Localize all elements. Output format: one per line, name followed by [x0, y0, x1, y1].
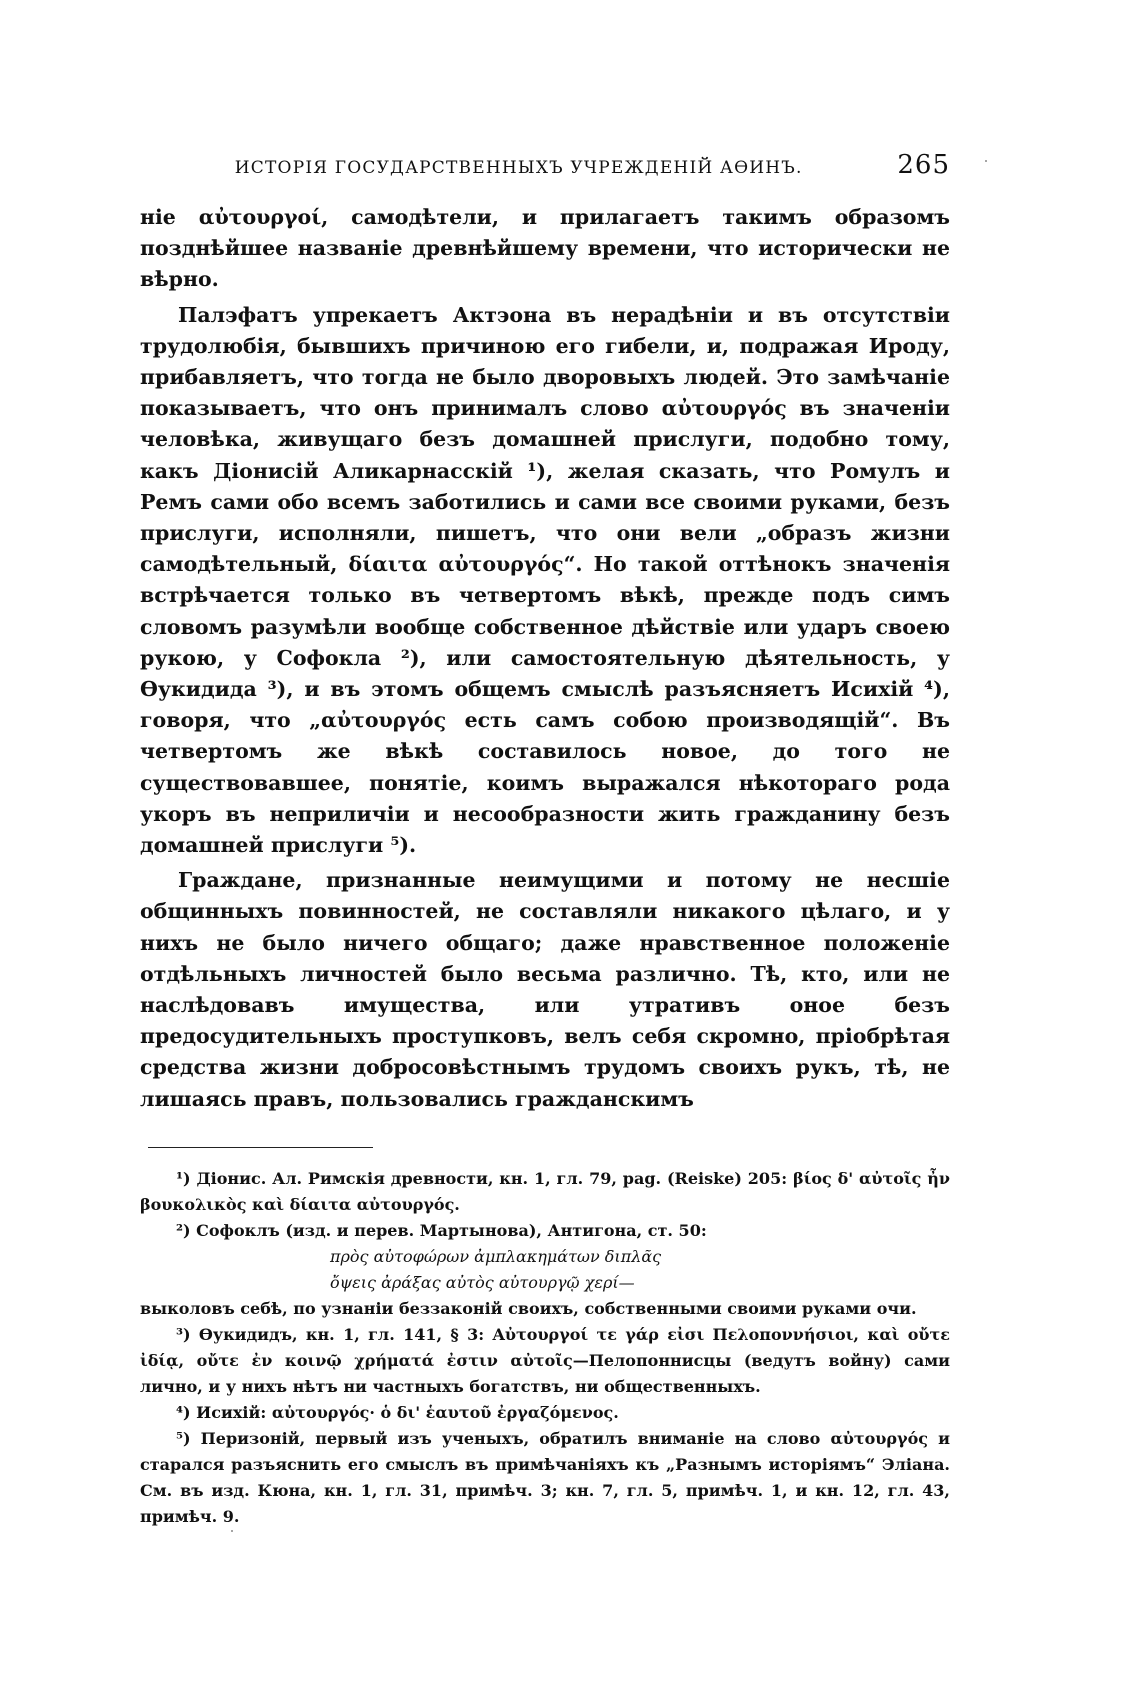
- running-header: [140, 150, 950, 180]
- paragraph-1: ніе αὐτουργοί, самодѣтели, и прилагаетъ такимъ образомъ позднѣйшее названіе древнѣйшему времени, что исторически не вѣрно.: [140, 205, 950, 292]
- footnote-2-translation: выколовъ себѣ, по узнаніи беззаконій своихъ, собственными своими руками очи.: [140, 1298, 917, 1318]
- footnote-2-verse-2: ὄψεις ἀράξας αὐτὸς αὐτουργῷ χερί—: [330, 1272, 635, 1292]
- footnote-divider: [148, 1147, 373, 1148]
- footnote-4: ⁴) Исихій: αὐτουργός· ὁ δι' ἑαυτοῦ ἐργαζόμενος.: [176, 1402, 619, 1422]
- running-title: ИСТОРІЯ ГОСУДАРСТВЕННЫХЪ УЧРЕЖДЕНІЙ АѲИНЪ.: [234, 158, 803, 178]
- footnote-3: ³) Ѳукидидъ, кн. 1, гл. 141, § 3: Αὐτουργοί τε γάρ εἰσι Πελοποννήσιοι, καὶ οὔτε ἰδίᾳ, οὔτε ἐν κοινῷ χρήματά ἐστιν αὐτοῖς—Пелопоннисцы (ведутъ войну) сами лично, и у нихъ нѣтъ ни частныхъ богатствъ, ни общественныхъ.: [140, 1324, 950, 1396]
- footnote-1: ¹) Діонис. Ал. Римскія древности, кн. 1, гл. 79, pag. (Reiske) 205: βίος δ' αὐτοῖς ἦν βουκολικὸς καὶ δίαιτα αὐτουργός.: [140, 1168, 950, 1214]
- scan-speck: [231, 1530, 233, 1532]
- paragraph-2: Палэфатъ упрекаетъ Актэона въ нерадѣніи и въ отсутствіи трудолюбія, бывшихъ причиною его гибели, и, подражая Ироду, прибавляетъ, что тогда не было дворовыхъ людей. Это замѣчаніе показываетъ, что онъ принималъ слово αὐτουργός въ значеніи человѣка, живущаго безъ домашней прислуги, подобно тому, какъ Діонисій Аликарнасскій ¹), желая сказать, что Ромулъ и Ремъ сами обо всемъ заботились и сами все своими руками, безъ прислуги, исполняли, пишетъ, что они вели „образъ жизни самодѣтельный, δίαιτα αὐτουργός“. Но такой оттѣнокъ значенія встрѣчается только въ четвертомъ вѣкѣ, прежде подъ симъ словомъ разумѣли вообще собственное дѣйствіе или ударъ своею рукою, у Софокла ²), или самостоятельную дѣятельность, у Ѳукидида ³), и въ этомъ общемъ смыслѣ разъясняетъ Исихій ⁴), говоря, что „αὐτουργός есть самъ собою производящій“. Въ четвертомъ же вѣкѣ составилось новое, до того не существовавшее, понятіе, коимъ выражался нѣкотораго рода укоръ въ неприличіи и несообразности жить гражданину безъ домашней прислуги ⁵).: [140, 302, 950, 858]
- book-page: [140, 150, 950, 1530]
- footnote-2-verse-1: πρὸς αὐτοφώρων ἀμπλακημάτων διπλᾶς: [330, 1246, 662, 1266]
- page-number: 265: [897, 150, 950, 180]
- footnote-2: ²) Софоклъ (изд. и перев. Мартынова), Антигона, ст. 50:: [176, 1220, 707, 1240]
- footnotes: [140, 1166, 950, 1530]
- paragraph-3: Граждане, признанные неимущими и потому не несшіе общинныхъ повинностей, не составляли никакого цѣлаго, и у нихъ не было ничего общаго; даже нравственное положеніе отдѣльныхъ личностей было весьма различно. Тѣ, кто, или не наслѣдовавъ имущества, или утративъ оное безъ предосудительныхъ проступковъ, велъ себя скромно, пріобрѣтая средства жизни добросовѣстнымъ трудомъ своихъ рукъ, тѣ, не лишаясь правъ, пользовались гражданскимъ: [140, 868, 950, 1111]
- main-text: [140, 202, 950, 1115]
- scan-speck: [985, 160, 987, 162]
- footnote-5: ⁵) Перизоній, первый изъ ученыхъ, обратилъ вниманіе на слово αὐτουργός и старался разъяснить его смыслъ въ примѣчаніяхъ къ „Разнымъ исторіямъ“ Эліана. См. въ изд. Кюна, кн. 1, гл. 31, примѣч. 3; кн. 7, гл. 5, примѣч. 1, и кн. 12, гл. 43, примѣч. 9.: [140, 1428, 950, 1526]
